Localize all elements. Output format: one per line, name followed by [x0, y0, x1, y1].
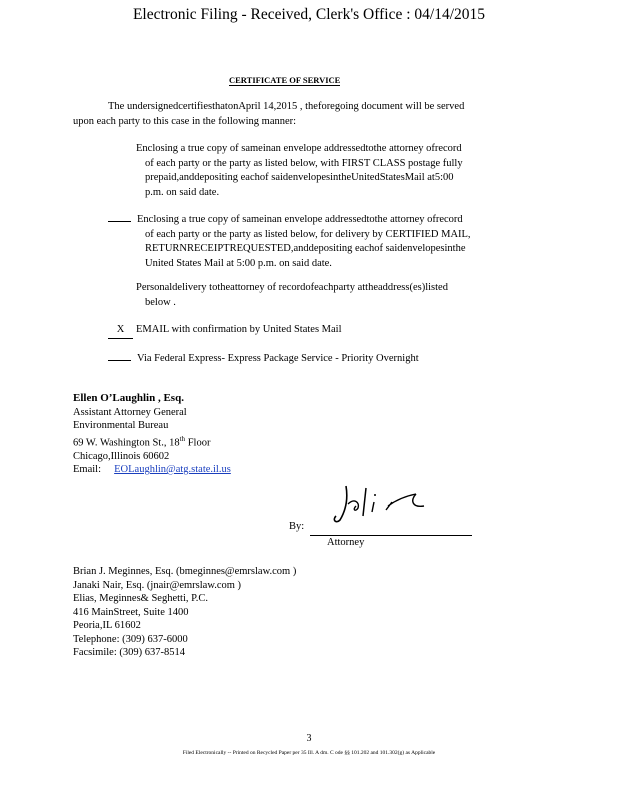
option-line: Enclosing a true copy of sameinan envelope addressedtothe attorney ofrecord [137, 214, 463, 225]
option-check-blank [108, 211, 131, 222]
option-line: prepaid,anddepositing eachof saidenvelopesintheUnitedStatesMail at5:00 [145, 172, 454, 183]
option-check-mark: X [108, 323, 133, 339]
option-line: EMAIL with confirmation by United States Mail [136, 324, 342, 335]
email-label: Email: [73, 464, 101, 475]
service-option-federal-express [108, 350, 419, 367]
electronic-filing-header: Electronic Filing - Received, Clerk's Office : 04/14/2015 [132, 6, 486, 23]
service-list [73, 565, 296, 660]
option-line: United States Mail at 5:00 p.m. on said date. [145, 257, 332, 269]
service-list-line: 416 MainStreet, Suite 1400 [73, 606, 189, 618]
service-list-line: Telephone: (309) 637-6000 [73, 633, 188, 645]
intro-line-2: upon each party to this case in the following manner: [73, 116, 297, 127]
attorney-title: Assistant Attorney General [73, 406, 187, 418]
attorney-address-street: 69 W. Washington St., 18th Floor [73, 434, 211, 448]
service-option-first-class [136, 142, 463, 200]
page-number: 3 [306, 733, 312, 744]
service-option-certified-mail [108, 211, 471, 271]
service-list-line: Brian J. Meginnes, Esq. (bmeginnes@emrslaw.com ) [73, 566, 297, 577]
option-line: p.m. on said date. [145, 186, 220, 198]
intro-line-1: The undersignedcertifiesthatonApril 14,2015 , theforegoing document will be served [108, 101, 465, 112]
option-line: of each party or the party as listed below, with FIRST CLASS postage fully [145, 157, 463, 169]
attorney-address-city: Chicago,Illinois 60602 [73, 450, 170, 462]
attorney-email-row [73, 463, 231, 477]
option-line: of each party or the party as listed below, for delivery by CERTIFIED MAIL, [145, 228, 471, 240]
attorney-email-link[interactable]: EOLaughlin@atg.state.il.us [114, 464, 231, 475]
option-line: Personaldelivery totheattorney of recordofeachparty attheaddress(es)listed [136, 282, 448, 293]
option-line: Enclosing a true copy of sameinan envelope addressedtothe attorney ofrecord [136, 143, 462, 154]
option-line: RETURNRECEIPTREQUESTED,anddepositing eachof saidenvelopesinthe [145, 243, 466, 254]
recycled-paper-footer: Filed Electronically -- Printed on Recycled Paper per 35 Ill. A dm. C ode §§ 101.202 and 101.302(g) as Applicable [182, 750, 436, 756]
attorney-bureau: Environmental Bureau [73, 420, 169, 431]
service-list-line: Facsimile: (309) 637-8514 [73, 647, 185, 658]
by-label: By: [289, 521, 305, 532]
signature-caption: Attorney [327, 537, 365, 548]
service-list-line: Peoria,IL 61602 [73, 620, 141, 631]
service-option-personal-delivery [136, 281, 448, 310]
service-list-line: Janaki Nair, Esq. (jnair@emrslaw.com ) [73, 579, 242, 591]
attorney-block [73, 392, 231, 477]
option-line: Via Federal Express- Express Package Service - Priority Overnight [137, 353, 419, 364]
certificate-title: CERTIFICATE OF SERVICE [229, 75, 341, 85]
option-check-blank [108, 350, 131, 361]
service-option-email [108, 323, 342, 339]
attorney-name: Ellen O’Laughlin , Esq. [73, 392, 184, 404]
service-list-line: Elias, Meginnes& Seghetti, P.C. [73, 593, 209, 604]
handwritten-signature [330, 480, 440, 530]
option-line: below . [145, 296, 176, 308]
